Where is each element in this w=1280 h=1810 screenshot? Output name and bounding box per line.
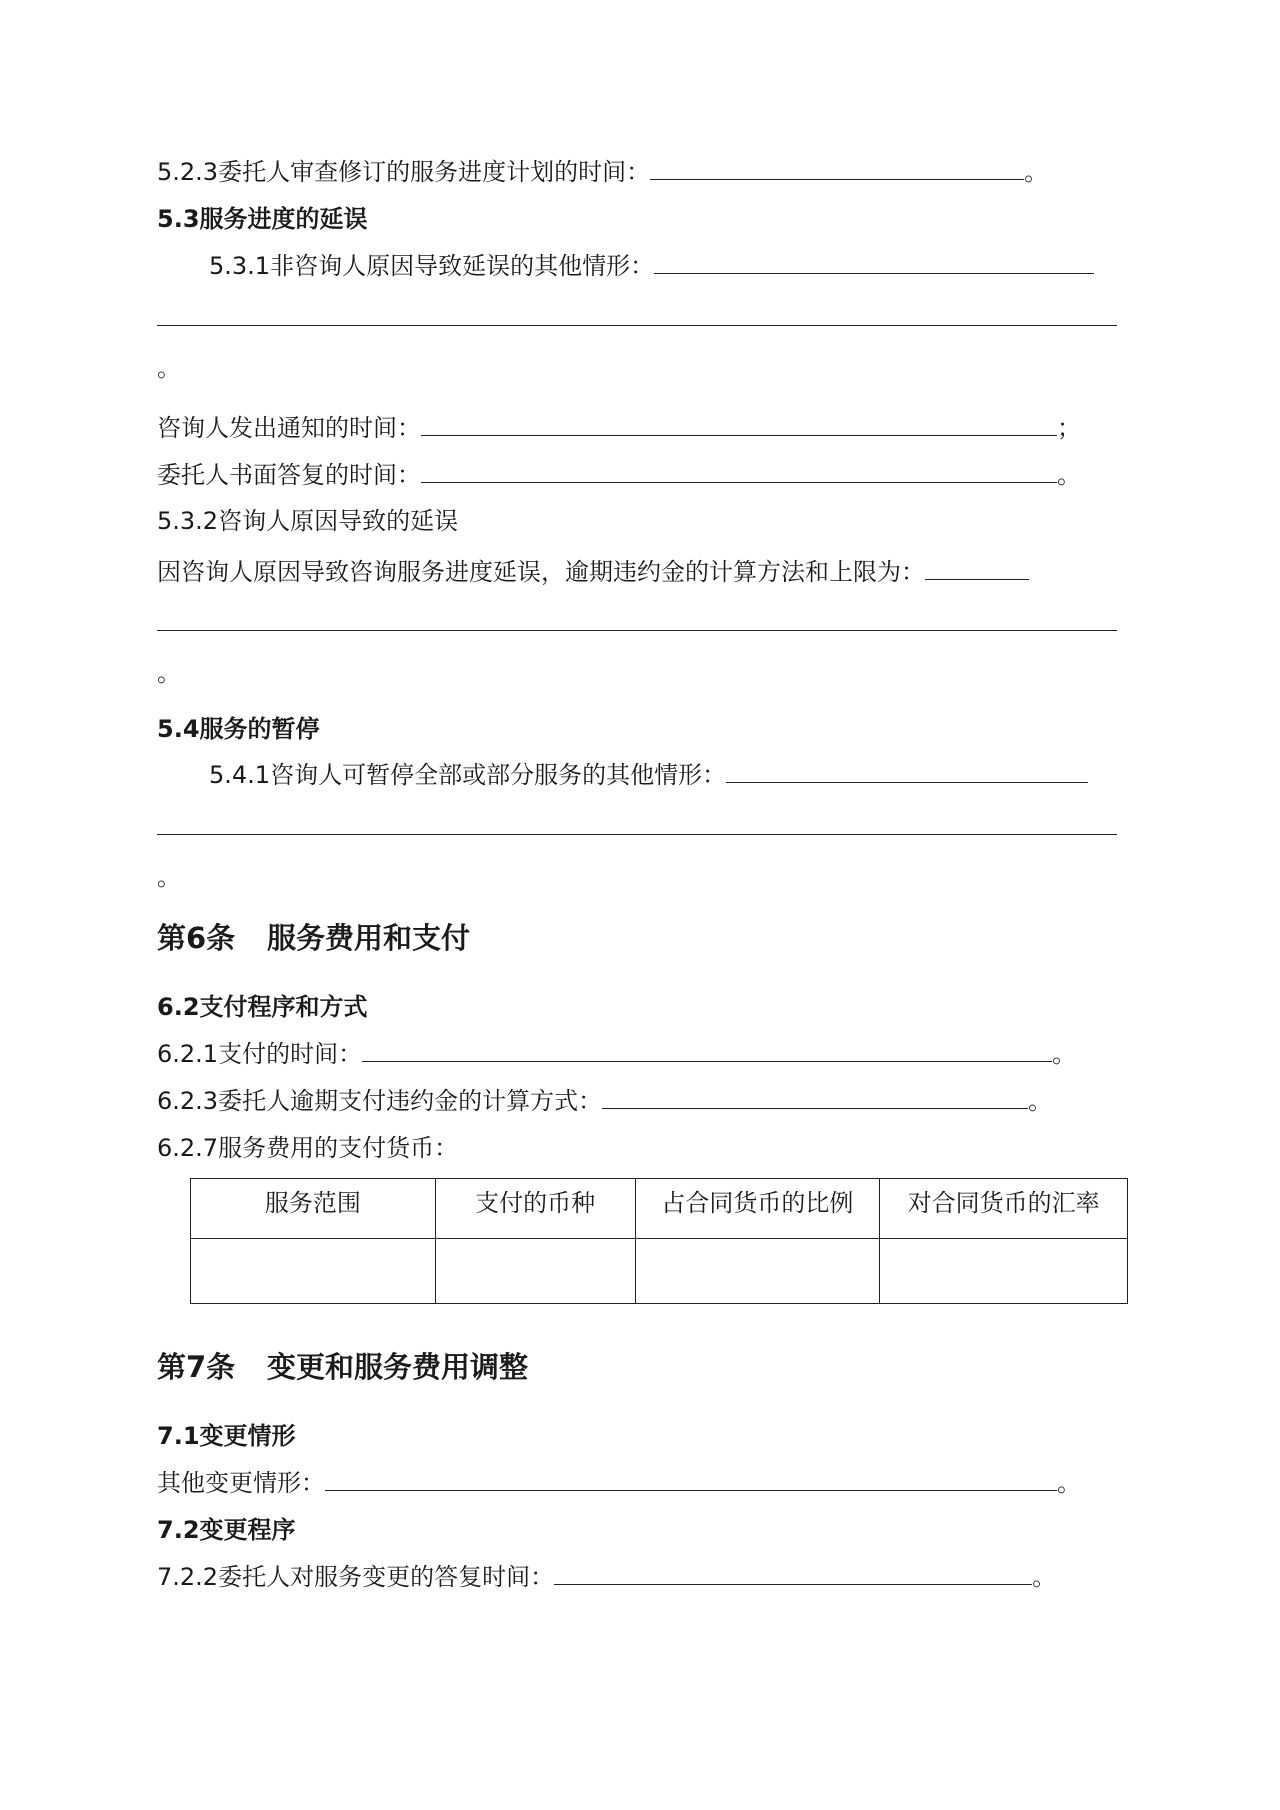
fill-blank-reply-time[interactable] — [421, 462, 1057, 483]
clause-5-2-3-text: 5.2.3委托人审查修订的服务进度计划的时间： — [157, 158, 651, 186]
fill-blank-5-2-3[interactable] — [650, 159, 1024, 180]
section-6-2-title: 6.2支付程序和方式 — [157, 993, 368, 1021]
article-6-title: 服务费用和支付 — [267, 921, 471, 955]
reply-time-clause — [157, 458, 1081, 492]
table-header-exchange-rate: 对合同货币的汇率 — [880, 1179, 1128, 1239]
clause-6-2-3-text: 6.2.3委托人逾期支付违约金的计算方式： — [157, 1087, 603, 1115]
table-cell-contract-currency-ratio[interactable] — [635, 1239, 880, 1304]
fill-line-5-3-1-continued[interactable] — [157, 325, 1117, 326]
table-header-service-scope: 服务范围 — [191, 1179, 436, 1239]
clause-5-2-3-end: 。 — [1024, 158, 1049, 186]
article-6-heading — [157, 918, 470, 958]
currency-table — [190, 1178, 1128, 1304]
section-5-4-title: 5.4服务的暂停 — [157, 715, 320, 743]
other-change-clause — [157, 1466, 1081, 1500]
table-header-payment-currency: 支付的币种 — [435, 1179, 635, 1239]
fill-blank-6-2-1[interactable] — [362, 1041, 1052, 1062]
penalty-clause — [157, 555, 1029, 589]
clause-5-4-1-text: 5.4.1咨询人可暂停全部或部分服务的其他情形： — [209, 761, 727, 789]
table-cell-payment-currency[interactable] — [435, 1239, 635, 1304]
article-6-number: 第6条 — [157, 921, 236, 955]
table-header-row — [191, 1179, 1128, 1239]
clause-5-3-1-end: 。 — [157, 354, 181, 382]
clause-7-2-2-end: 。 — [1032, 1563, 1057, 1591]
penalty-end: 。 — [157, 659, 181, 687]
clause-6-2-7: 6.2.7服务费用的支付货币： — [157, 1134, 459, 1162]
clause-5-2-3 — [157, 155, 1048, 189]
article-7-title: 变更和服务费用调整 — [267, 1350, 529, 1384]
fill-line-penalty-continued[interactable] — [157, 630, 1117, 631]
penalty-text: 因咨询人原因导致咨询服务进度延误，逾期违约金的计算方法和上限为： — [157, 558, 925, 586]
fill-blank-5-3-1[interactable] — [654, 253, 1094, 274]
fill-blank-other-change[interactable] — [325, 1470, 1057, 1491]
table-header-contract-currency-ratio: 占合同货币的比例 — [635, 1179, 880, 1239]
clause-6-2-3 — [157, 1084, 1052, 1118]
section-7-2-title: 7.2变更程序 — [157, 1516, 296, 1544]
fill-line-5-4-1-continued[interactable] — [157, 834, 1117, 835]
article-7-heading — [157, 1347, 528, 1387]
clause-5-3-1-text: 5.3.1非咨询人原因导致延误的其他情形： — [209, 252, 655, 280]
reply-time-end: 。 — [1057, 461, 1081, 489]
clause-5-4-1-end: 。 — [157, 863, 181, 891]
other-change-text: 其他变更情形： — [157, 1469, 325, 1497]
section-5-3-title: 5.3服务进度的延误 — [157, 205, 368, 233]
clause-6-2-1 — [157, 1037, 1076, 1071]
table-cell-exchange-rate[interactable] — [880, 1239, 1128, 1304]
fill-blank-notice-time[interactable] — [421, 415, 1057, 436]
table-row — [191, 1239, 1128, 1304]
clause-7-2-2 — [157, 1560, 1056, 1594]
table-cell-service-scope[interactable] — [191, 1239, 436, 1304]
clause-5-3-1 — [209, 249, 1094, 283]
section-7-1-title: 7.1变更情形 — [157, 1422, 296, 1450]
clause-6-2-3-end: 。 — [1028, 1087, 1053, 1115]
other-change-end: 。 — [1057, 1469, 1081, 1497]
fill-blank-6-2-3[interactable] — [602, 1088, 1028, 1109]
clause-6-2-1-text: 6.2.1支付的时间： — [157, 1040, 363, 1068]
reply-time-text: 委托人书面答复的时间： — [157, 461, 421, 489]
fill-blank-penalty[interactable] — [925, 559, 1029, 580]
clause-5-4-1 — [209, 758, 1088, 792]
notice-time-end: ； — [1057, 414, 1081, 442]
fill-blank-7-2-2[interactable] — [554, 1564, 1032, 1585]
article-7-number: 第7条 — [157, 1350, 236, 1384]
clause-6-2-1-end: 。 — [1052, 1040, 1077, 1068]
fill-blank-5-4-1[interactable] — [726, 762, 1088, 783]
section-5-3-2-title: 5.3.2咨询人原因导致的延误 — [157, 507, 459, 535]
clause-7-2-2-text: 7.2.2委托人对服务变更的答复时间： — [157, 1563, 555, 1591]
notice-time-text: 咨询人发出通知的时间： — [157, 414, 421, 442]
notice-time-clause — [157, 411, 1081, 445]
